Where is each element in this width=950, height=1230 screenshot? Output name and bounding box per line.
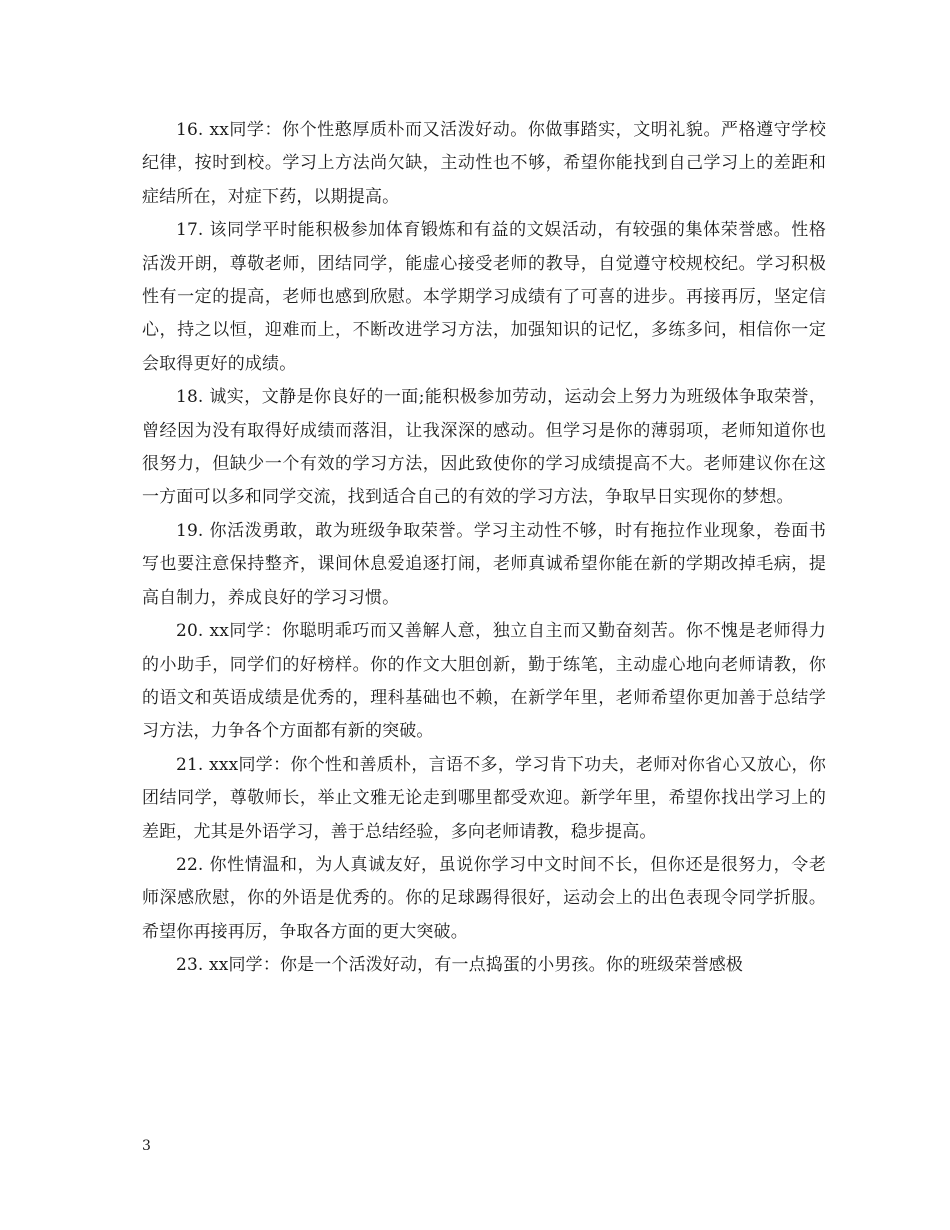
- page-number: 3: [142, 1138, 151, 1154]
- comment-paragraph-19: 19. 你活泼勇敢，敢为班级争取荣誉。学习主动性不够，时有拖拉作业现象，卷面书写也要注意保持整齐，课间休息爱追逐打闹，老师真诚希望你能在新的学期改掉毛病，提高自制力，养成良好的学习习惯。: [142, 520, 826, 608]
- comment-paragraph-21: 21. xxx同学：你个性和善质朴，言语不多，学习肯下功夫，老师对你省心又放心，你团结同学，尊敬师长，举止文雅无论走到哪里都受欢迎。新学年里，希望你找出学习上的差距，尤其是外语学习，善于总结经验，多向老师请教，稳步提高。: [142, 754, 826, 842]
- comment-paragraph-16: 16. xx同学：你个性憨厚质朴而又活泼好动。你做事踏实，文明礼貌。严格遵守学校纪律，按时到校。学习上方法尚欠缺，主动性也不够，希望你能找到自己学习上的差距和症结所在，对症下药，以期提高。: [142, 120, 826, 207]
- comment-paragraph-22: 22. 你性情温和，为人真诚友好，虽说你学习中文时间不长，但你还是很努力，令老师深感欣慰，你的外语是优秀的。你的足球踢得很好，运动会上的出色表现令同学折服。希望你再接再厉，争取各方面的更大突破。: [142, 854, 826, 942]
- comment-paragraph-20: 20. xx同学：你聪明乖巧而又善解人意，独立自主而又勤奋刻苦。你不愧是老师得力的小助手，同学们的好榜样。你的作文大胆创新，勤于练笔，主动虚心地向老师请教，你的语文和英语成绩是优秀的，理科基础也不赖，在新学年里，老师希望你更加善于总结学习方法，力争各个方面都有新的突破。: [142, 621, 826, 742]
- comment-paragraph-23: 23. xx同学：你是一个活泼好动，有一点捣蛋的小男孩。你的班级荣誉感极: [176, 955, 744, 976]
- comment-paragraph-17: 17. 该同学平时能积极参加体育锻炼和有益的文娱活动，有较强的集体荣誉感。性格活泼开朗，尊敬老师，团结同学，能虚心接受老师的教导，自觉遵守校规校纪。学习积极性有一定的提高，老师也感到欣慰。本学期学习成绩有了可喜的进步。再接再厉，坚定信心，持之以恒，迎难而上，不断改进学习方法，加强知识的记忆，多练多问，相信你一定会取得更好的成绩。: [142, 220, 826, 374]
- document-body: [142, 114, 826, 983]
- comment-paragraph-18: 18. 诚实，文静是你良好的一面;能积极参加劳动，运动会上努力为班级体争取荣誉，曾经因为没有取得好成绩而落泪，让我深深的感动。但学习是你的薄弱项，老师知道你也很努力，但缺少一个有效的学习方法，因此致使你的学习成绩提高不大。老师建议你在这一方面可以多和同学交流，找到适合自己的有效的学习方法，争取早日实现你的梦想。: [142, 387, 826, 508]
